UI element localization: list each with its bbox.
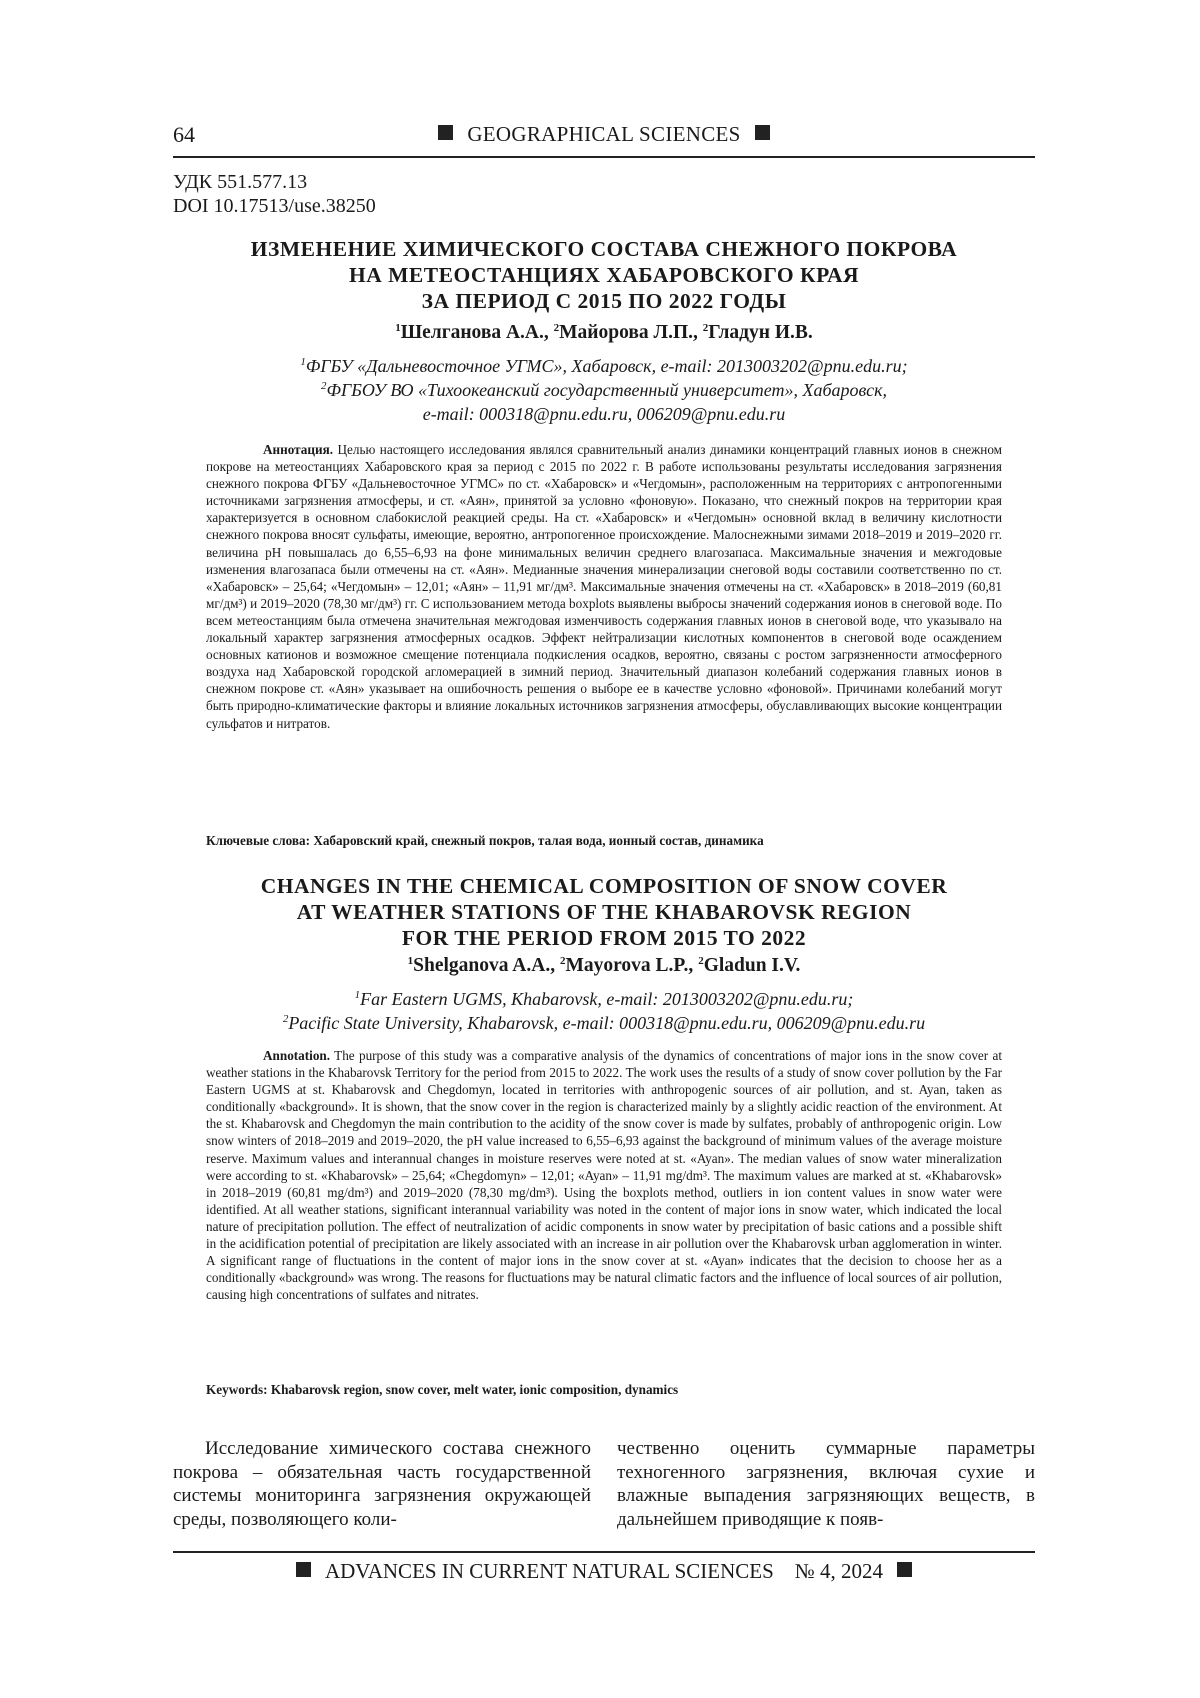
journal-section [173, 122, 1035, 147]
ru-title-line: НА МЕТЕОСТАНЦИЯХ ХАБАРОВСКОГО КРАЯ [349, 263, 859, 287]
article-identifiers [173, 170, 376, 218]
ru-keywords: Ключевые слова: Хабаровский край, снежный покров, талая вода, ионный состав, динамика [206, 833, 764, 848]
en-abstract-text: The purpose of this study was a comparative analysis of the dynamics of concentrations of major ions in the snow cover at weather stations in the Khabarovsk Territory for the period from 2015 to 2022. The work uses the results of a study of snow cover pollution by the Far Eastern UGMS at st. Khabarovsk and Chegdomyn, located in territories with anthropogenic sources of air pollution, and st. Ayan, taken as conditionally «background». It is shown, that the snow cover in the region is characterized mainly by a slightly acidic reaction of the environment. At the st. Khabarovsk and Chegdomyn the main contribution to the acidity of the snow cover is made by sulfates, probably of anthropogenic origin. Low snow winters of 2018–2019 and 2019–2020, the pH value increased to 6,55–6,93 against the background of minimum values of the average moisture reserve. Maximum values and interannual changes in moisture reserves were noted at st. «Ayan». The median values of snow water mineralization were according to st. «Khabarovsk» – 25,64; «Chegdomyn» – 12,01; «Ayan» – 11,91 mg/dm³. The maximum values are marked at st. «Khabarovsk» in 2018–2019 (60,81 mg/dm³) and 2019–2020 (78,30 mg/dm³). Using the boxplots method, outliers in ion content values in snow water were identified. At all weather stations, significant interannual variability was noted in the content of major ions in snow water, which indicated the local nature of precipitation pollution. The effect of neutralization of acidic components in snow water by precipitation of basic cations and a possible shift in the acidification potential of precipitation are likely associated with an increase in air pollution over the Khabarovsk urban agglomeration in winter. A significant range of fluctuations in the content of major ions in the snow cover at st. «Ayan» indicates that the decision to choose her as a conditionally «background» was wrong. The reasons for fluctuations may be natural climatic factors and the influence of local sources of air pollution, causing high concentrations of sulfates and nitrates. [206, 1048, 1003, 1303]
square-bullet-icon [438, 125, 453, 140]
ru-affiliation-1: $^1$ФГБУ «Дальневосточное УГМС», Хабаровск, e-mail: 2013003202@pnu.edu.ru; [300, 356, 908, 376]
footer-issue: № 4, 2024 [794, 1559, 884, 1583]
en-abstract-label: Annotation. [263, 1048, 331, 1063]
en-affiliation-text: Far Eastern UGMS, Khabarovsk, e-mail: 2013003202@pnu.edu.ru; [360, 989, 854, 1009]
en-title-line: AT WEATHER STATIONS OF THE KHABAROVSK REGION [296, 900, 912, 924]
en-title [173, 873, 1035, 951]
ru-abstract-text: Целью настоящего исследования являлся сравнительный анализ динамики концентраций главных ионов в снежном покрове на метеостанциях Хабаровского края за период с 2015 по 2022 г. В работе использованы результаты исследования загрязнения снежного покрова ФГБУ «Дальневосточное УГМС» по ст. «Хабаровск» и «Чегдомын», расположенным на территориях с антропогенными источниками загрязнения атмосферы, и ст. «Аян», принятой за условно «фоновую». Показано, что снежный покров на территории края характеризуется в основном слабокислой реакцией среды. На ст. «Хабаровск» и «Чегдомын» основной вклад в величину кислотности снежного покрова вносят сульфаты, имеющие, вероятно, антропогенное происхождение. Малоснежными зимами 2018–2019 и 2019–2020 гг. величина pH повышалась до 6,55–6,93 на фоне минимальных величин среднего влагозапаса. Максимальные значения и межгодовые изменения влагозапаса были отмечены на ст. «Аян». Медианные значения минерализации снеговой воды составили соответственно по ст. «Хабаровск» – 25,64; «Чегдомын» – 12,01; «Аян» – 11,91 мг/дм³. Максимальные значения отмечены на ст. «Хабаровск» в 2018–2019 (60,81 мг/дм³) и 2019–2020 (78,30 мг/дм³) гг. С использованием метода boxplots выявлены выбросы значений содержания ионов в снеговой воде. По всем метеостанциям была отмечена значительная межгодовая изменчивость содержания главных ионов в снеговой воде, что указывало на локальный характер загрязнения атмосферных осадков. Эффект нейтрализации кислотных компонентов в снеговой воде осаждением основных катионов и возможное смещение потенциала подкисления осадков, вероятно, связаны с ростом загрязненности атмосферного воздуха над Хабаровской городской агломерацией в зимний период. Значительный диапазон колебаний содержания главных ионов в снежном покрове ст. «Аян» указывает на ошибочность решения о выборе ее в качестве условно «фоновой». Причинами колебаний могут быть природно-климатические факторы и влияние локальных источников загрязнения атмосферы, обуславливающих высокие концентрации сульфатов и нитратов. [206, 442, 1003, 731]
ru-abstract-label: Аннотация. [263, 442, 334, 457]
body-column-right: чественно оценить суммарные параметры техногенного загрязнения, включая сухие и влажные выпадения загрязняющих веществ, в дальнейшем приводящие к появ- [617, 1438, 1035, 1530]
en-affiliations [173, 987, 1035, 1035]
ru-affiliation-2-email: e-mail: 000318@pnu.edu.ru, 006209@pnu.edu.ru [422, 404, 786, 424]
en-affiliation-2: $^2$Pacific State University, Khabarovsk, e-mail: 000318@pnu.edu.ru, 006209@pnu.edu.ru [282, 1013, 926, 1033]
ru-authors-text: $^1$Шелганова А.А., $^2$Майорова Л.П., $^2$Гладун И.В. [395, 322, 813, 343]
body-column-left: Исследование химического состава снежного покрова – обязательная часть государственной системы мониторинга загрязнения окружающей среды, позволяющего коли- [173, 1438, 591, 1530]
ru-affiliations [173, 354, 1035, 426]
page-number: 64 [173, 122, 195, 147]
en-keywords: Keywords: Khabarovsk region, snow cover, melt water, ionic composition, dynamics [206, 1382, 679, 1397]
en-affiliation-1: $^1$Far Eastern UGMS, Khabarovsk, e-mail: 2013003202@pnu.edu.ru; [354, 989, 854, 1009]
running-header [173, 122, 1035, 158]
square-bullet-icon [296, 1562, 311, 1577]
ru-affiliation-text: ФГБУ «Дальневосточное УГМС», Хабаровск, e-mail: 2013003202@pnu.edu.ru; [305, 356, 908, 376]
ru-abstract [206, 441, 1002, 732]
en-title-line: FOR THE PERIOD FROM 2015 TO 2022 [401, 926, 807, 950]
ru-affiliation-2: $^2$ФГБОУ ВО «Тихоокеанский государственный университет», Хабаровск, [321, 380, 887, 400]
en-affiliation-text: Pacific State University, Khabarovsk, e-mail: 000318@pnu.edu.ru, 006209@pnu.edu.ru [288, 1013, 926, 1033]
ru-title-line: ИЗМЕНЕНИЕ ХИМИЧЕСКОГО СОСТАВА СНЕЖНОГО ПОКРОВА [250, 237, 958, 261]
section-label: GEOGRAPHICAL SCIENCES [467, 122, 741, 146]
en-title-line: CHANGES IN THE CHEMICAL COMPOSITION OF SNOW COVER [260, 874, 948, 898]
ru-title [173, 236, 1035, 314]
en-authors [173, 955, 1035, 977]
en-abstract [206, 1047, 1002, 1303]
square-bullet-icon [755, 125, 770, 140]
ru-authors [173, 322, 1035, 344]
running-footer [173, 1551, 1035, 1584]
doi: DOI 10.17513/use.38250 [173, 195, 376, 217]
ru-affiliation-text: ФГБОУ ВО «Тихоокеанский государственный университет», Хабаровск, [326, 380, 887, 400]
footer-journal: ADVANCES IN CURRENT NATURAL SCIENCES [324, 1559, 774, 1583]
ru-title-line: ЗА ПЕРИОД С 2015 ПО 2022 ГОДЫ [421, 289, 787, 313]
en-authors-text: $^1$Shelganova A.A., $^2$Mayorova L.P., $^2$Gladun I.V. [407, 955, 801, 976]
udk-code: УДК 551.577.13 [173, 171, 308, 193]
square-bullet-icon [897, 1562, 912, 1577]
